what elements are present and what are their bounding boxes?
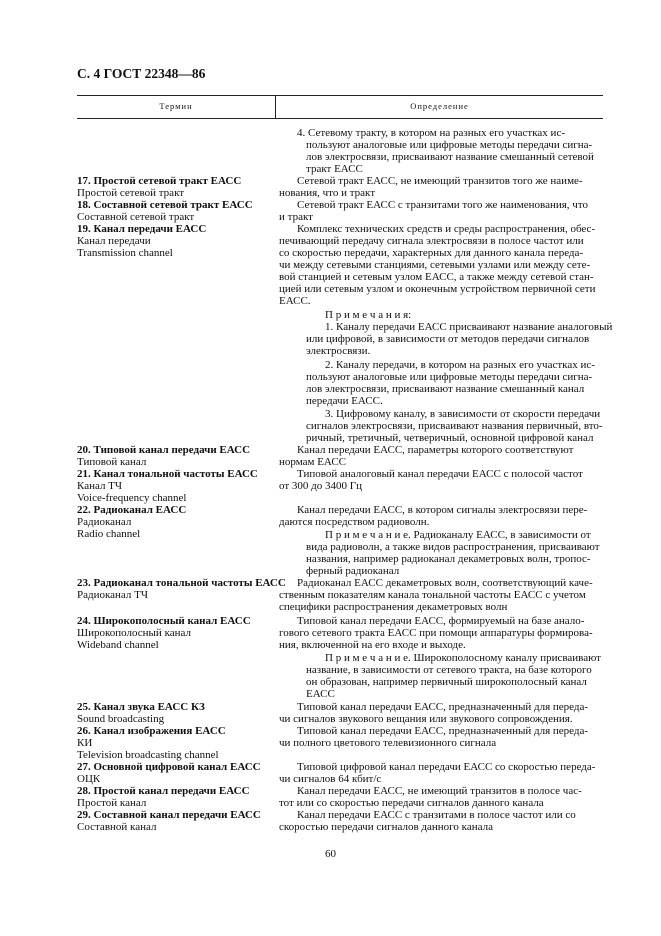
definition-line: 4. Сетевому тракту, в котором на разных его участках ис- bbox=[297, 127, 565, 139]
term-synonym: Канал передачи bbox=[77, 235, 151, 247]
term-synonym: ОЦК bbox=[77, 773, 101, 785]
definition-line: Радиоканал ЕАСС декаметровых волн, соответствующий каче- bbox=[297, 577, 593, 589]
term-title: 18. Составной сетевой тракт ЕАСС bbox=[77, 199, 253, 211]
term-english: Sound broadcasting bbox=[77, 713, 165, 725]
term-title: 27. Основной цифровой канал ЕАСС bbox=[77, 761, 261, 773]
note-line: 1. Каналу передачи ЕАСС присваивают название аналоговый bbox=[325, 321, 613, 333]
note-line: пользуют аналоговые или цифровые методы передачи сигна- bbox=[306, 371, 593, 383]
note-line: ферный радиоканал bbox=[306, 565, 400, 577]
definition-line: Комплекс технических средств и среды распространения, обес- bbox=[297, 223, 596, 235]
definition-line: ния, включенной на его входе и выходе. bbox=[279, 639, 466, 651]
note-line: П р и м е ч а н и е. Радиоканалу ЕАСС, в зависимости от bbox=[325, 529, 591, 541]
term-title: 22. Радиоканал ЕАСС bbox=[77, 504, 187, 516]
definition-line: и тракт bbox=[279, 211, 313, 223]
definition-line: со скоростью передачи, характерных для данного канала переда- bbox=[279, 247, 584, 259]
note-line: электросвязи. bbox=[306, 345, 371, 357]
definition-line: пользуют аналоговые или цифровые методы передачи сигна- bbox=[306, 139, 593, 151]
note-line: вида радиоволн, а также видов распространения, присваивают bbox=[306, 541, 600, 553]
term-synonym: Радиоканал bbox=[77, 516, 132, 528]
definition-line: Типовой аналоговый канал передачи ЕАСС с полосой частот bbox=[297, 468, 583, 480]
definition-line: Канал передачи ЕАСС, параметры которого соответствуют bbox=[297, 444, 574, 456]
term-english: Wideband channel bbox=[77, 639, 159, 651]
term-title: 26. Канал изображения ЕАСС bbox=[77, 725, 226, 737]
definition-line: чи сигналов 64 кбит/с bbox=[279, 773, 382, 785]
note-line: сигналов электросвязи, присваивают названия первичный, вто- bbox=[306, 420, 603, 432]
note-line: название, в зависимости от сетевого тракта, на базе которого bbox=[306, 664, 592, 676]
term-synonym: Канал ТЧ bbox=[77, 480, 123, 492]
note-line: 2. Каналу передачи, в котором на разных его участках ис- bbox=[325, 359, 595, 371]
term-title: 28. Простой канал передачи ЕАСС bbox=[77, 785, 250, 797]
definition-line: Сетевой тракт ЕАСС с транзитами того же наименования, что bbox=[297, 199, 588, 211]
definition-line: скоростью передачи сигналов данного канала bbox=[279, 821, 493, 833]
term-english: Transmission channel bbox=[77, 247, 173, 259]
definition-line: тракт ЕАСС bbox=[306, 163, 363, 175]
term-english: Television broadcasting channel bbox=[77, 749, 219, 761]
definition-line: специфики распространения декаметровых волн bbox=[279, 601, 508, 613]
page-number: 60 bbox=[325, 848, 336, 860]
note-line: передачи ЕАСС. bbox=[306, 395, 383, 407]
note-line: названия, например радиоканал декаметровых волн, тропос- bbox=[306, 553, 591, 565]
definition-line: Типовой канал передачи ЕАСС, формируемый на базе анало- bbox=[297, 615, 585, 627]
definition-line: Типовой цифровой канал передачи ЕАСС со скоростью переда- bbox=[297, 761, 596, 773]
term-synonym: Составной канал bbox=[77, 821, 157, 833]
definition-line: ственным показателям канала тональной частоты ЕАСС с учетом bbox=[279, 589, 586, 601]
term-synonym: Простой канал bbox=[77, 797, 147, 809]
definition-line: Канал передачи ЕАСС, в котором сигналы электросвязи пере- bbox=[297, 504, 588, 516]
term-title: 20. Типовой канал передачи ЕАСС bbox=[77, 444, 251, 456]
note-line: 3. Цифровому каналу, в зависимости от скорости передачи bbox=[325, 408, 601, 420]
note-line: лов электросвязи, присваивают название смешанный канал bbox=[306, 383, 585, 395]
definition-line: даются посредством радиоволн. bbox=[279, 516, 430, 528]
column-header-term: Термин bbox=[159, 101, 193, 111]
term-synonym: Типовой канал bbox=[77, 456, 147, 468]
term-synonym: Составной сетевой тракт bbox=[77, 211, 195, 223]
note-line: ЕАСС bbox=[306, 688, 335, 700]
note-line: он образован, например первичный широкополосный канал bbox=[306, 676, 587, 688]
definition-line: Типовой канал передачи ЕАСС, предназначенный для переда- bbox=[297, 725, 589, 737]
definition-line: тот или со скоростью передачи сигналов данного канала bbox=[279, 797, 544, 809]
table-header bbox=[77, 95, 603, 119]
note-line: П р и м е ч а н и е. Широкополосному каналу присваивают bbox=[325, 652, 601, 664]
definition-line: ЕАСС. bbox=[279, 295, 311, 307]
term-title: 29. Составной канал передачи ЕАСС bbox=[77, 809, 261, 821]
term-synonym: Простой сетевой тракт bbox=[77, 187, 185, 199]
term-english: Radio channel bbox=[77, 528, 141, 540]
definition-line: Сетевой тракт ЕАСС, не имеющий транзитов того же наиме- bbox=[297, 175, 583, 187]
definition-line: гового сетевого тракта ЕАСС при помощи аппаратуры формирова- bbox=[279, 627, 593, 639]
term-title: 25. Канал звука ЕАСС КЗ bbox=[77, 701, 205, 713]
definition-line: чи полного цветового телевизионного сигнала bbox=[279, 737, 497, 749]
definition-line: печивающий передачу сигнала электросвязи в полосе частот или bbox=[279, 235, 584, 247]
definition-line: лов электросвязи, присваивают название смешанный сетевой bbox=[306, 151, 594, 163]
definition-line: чи сигналов звукового вещания или звукового сопровождения. bbox=[279, 713, 573, 725]
term-synonym: Широкополосный канал bbox=[77, 627, 191, 639]
note-heading: П р и м е ч а н и я: bbox=[325, 309, 412, 321]
definition-line: нормам ЕАСС bbox=[279, 456, 346, 468]
term-title: 24. Широкополосный канал ЕАСС bbox=[77, 615, 251, 627]
term-title: 17. Простой сетевой тракт ЕАСС bbox=[77, 175, 242, 187]
definition-line: от 300 до 3400 Гц bbox=[279, 480, 363, 492]
column-header-definition: Определение bbox=[410, 101, 469, 111]
note-line: или цифровой, в зависимости от методов передачи сигналов bbox=[306, 333, 590, 345]
definition-line: вой станцией и сетевым узлом ЕАСС, а также между сетевой стан- bbox=[279, 271, 594, 283]
definition-line: чи между сетевыми станциями, сетевыми узлами или между сете- bbox=[279, 259, 591, 271]
definition-line: Канал передачи ЕАСС, не имеющий транзитов в полосе час- bbox=[297, 785, 582, 797]
term-synonym: Радиоканал ТЧ bbox=[77, 589, 149, 601]
term-title: 21. Канал тональной частоты ЕАСС bbox=[77, 468, 258, 480]
term-title: 23. Радиоканал тональной частоты ЕАСС bbox=[77, 577, 286, 589]
definition-line: Канал передачи ЕАСС с транзитами в полосе частот или со bbox=[297, 809, 576, 821]
definition-line: нования, что и тракт bbox=[279, 187, 376, 199]
term-title: 19. Канал передачи ЕАСС bbox=[77, 223, 207, 235]
definition-line: цией или сетевым узлом и оконечным устройством первичной сети bbox=[279, 283, 596, 295]
term-english: Voice-frequency channel bbox=[77, 492, 187, 504]
term-synonym: КИ bbox=[77, 737, 93, 749]
note-line: ричный, третичный, четверичный, основной цифровой канал bbox=[306, 432, 594, 444]
page-header: С. 4 ГОСТ 22348—86 bbox=[77, 66, 206, 81]
definition-line: Типовой канал передачи ЕАСС, предназначенный для переда- bbox=[297, 701, 589, 713]
